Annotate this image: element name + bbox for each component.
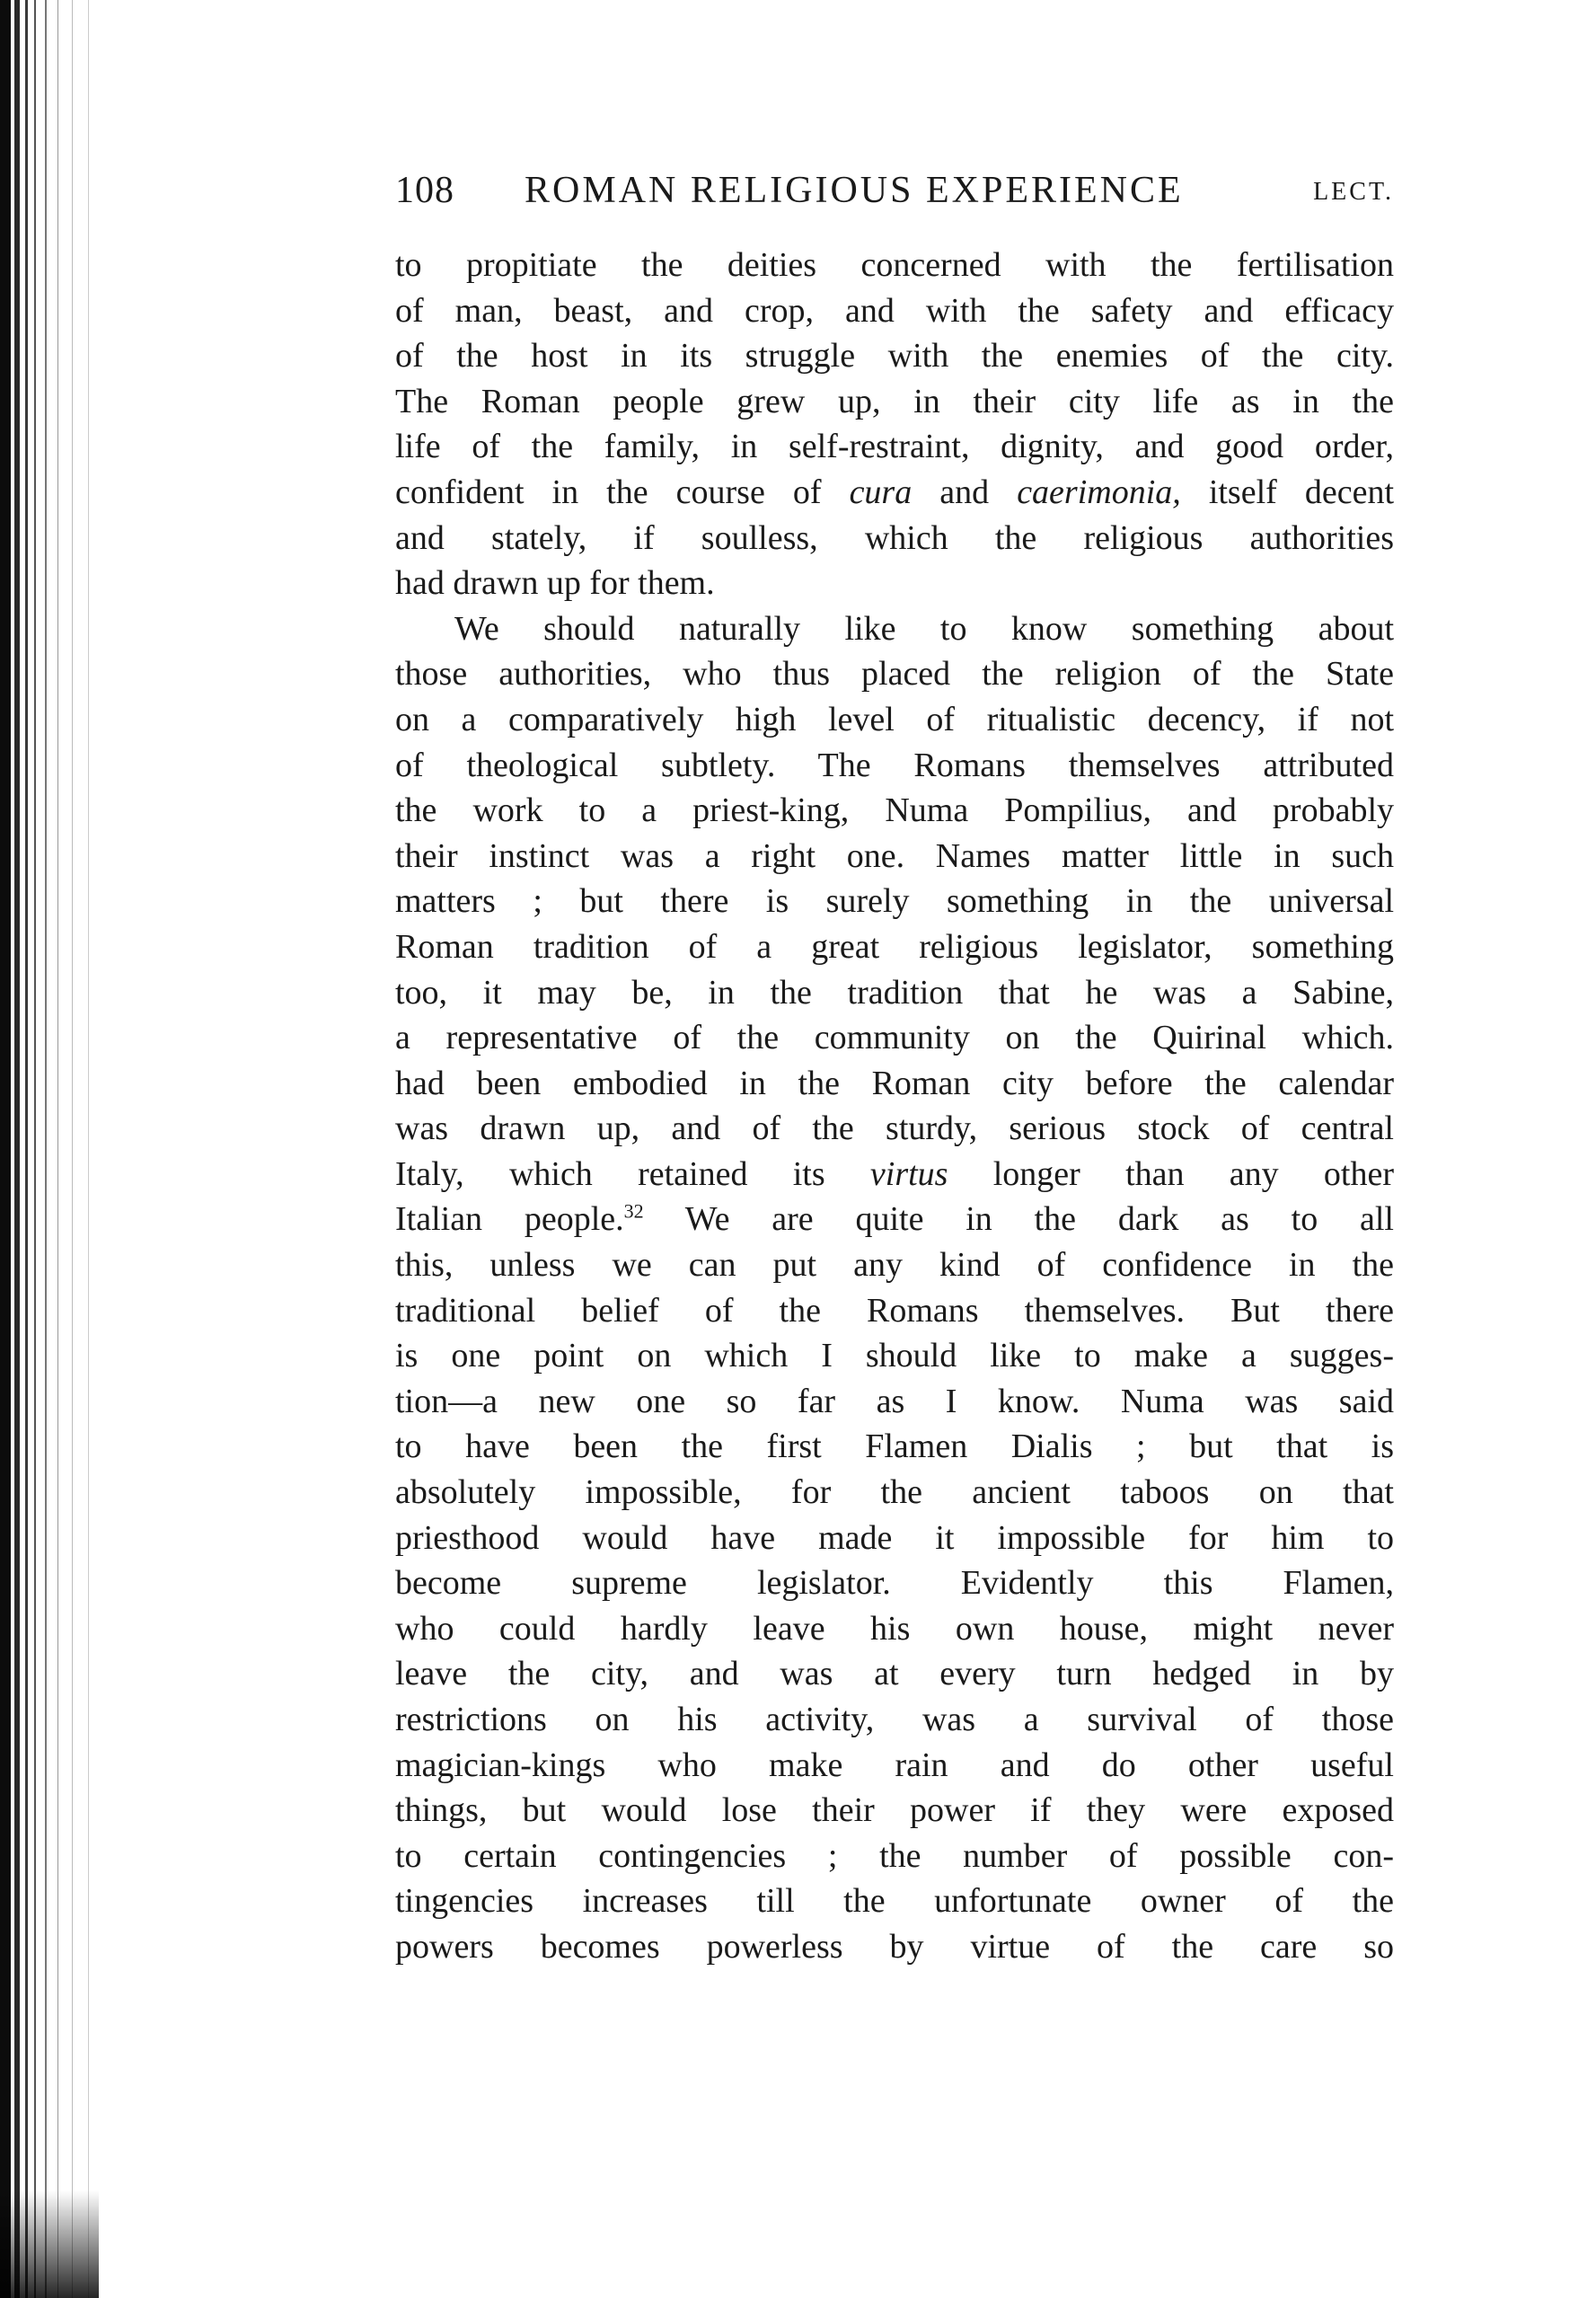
text-run: longer than any other bbox=[948, 1154, 1394, 1193]
text-run: and bbox=[912, 473, 1018, 511]
text-line bbox=[395, 1197, 1394, 1242]
text-line: of theological subtlety. The Romans themselves attributed bbox=[395, 746, 1394, 784]
text-line: tingencies increases till the unfortunate owner of the bbox=[395, 1882, 1394, 1921]
running-head bbox=[395, 169, 1394, 219]
text-line: of man, beast, and crop, and with the safety and efficacy bbox=[395, 291, 1394, 330]
text-line: tion—a new one so far as I know. Numa was said bbox=[395, 1382, 1394, 1420]
text-line: magician-kings who make rain and do other useful bbox=[395, 1746, 1394, 1784]
text-line: leave the city, and was at every turn hedged in by bbox=[395, 1655, 1394, 1693]
text-line: a representative of the community on the Quirinal which. bbox=[395, 1019, 1394, 1057]
text-line: on a comparatively high level of ritualistic decency, if not bbox=[395, 700, 1394, 738]
paragraph-start-line: We should naturally like to know something about bbox=[454, 609, 1394, 648]
italic-term: virtus bbox=[869, 1154, 948, 1193]
text-line: to certain contingencies ; the number of possible con- bbox=[395, 1836, 1394, 1875]
text-run: confident in the course of bbox=[395, 473, 850, 511]
text-line: matters ; but there is surely something in the universal bbox=[395, 882, 1394, 921]
body-text bbox=[395, 243, 1394, 1970]
text-line: is one point on which I should like to make a sugges- bbox=[395, 1337, 1394, 1375]
text-line: restrictions on his activity, was a survival of those bbox=[395, 1701, 1394, 1738]
text-run: itself decent bbox=[1180, 473, 1394, 511]
text-run: Italian people. bbox=[395, 1200, 624, 1239]
italic-term: caerimonia, bbox=[1017, 473, 1181, 511]
page-number: 108 bbox=[395, 170, 454, 211]
text-line: Roman tradition of a great religious legislator, something bbox=[395, 927, 1394, 966]
text-line: and stately, if soulless, which the religious authorities bbox=[395, 518, 1394, 557]
text-line: had been embodied in the Roman city before the calendar bbox=[395, 1064, 1394, 1102]
text-line: those authorities, who thus placed the religion of the State bbox=[395, 655, 1394, 694]
running-title: ROMAN RELIGIOUS EXPERIENCE bbox=[525, 170, 1184, 211]
text-line: traditional belief of the Romans themselves. But there bbox=[395, 1291, 1394, 1330]
text-line bbox=[395, 1152, 1394, 1198]
text-line bbox=[395, 470, 1394, 516]
text-line: who could hardly leave his own house, might never bbox=[395, 1609, 1394, 1648]
text-line: absolutely impossible, for the ancient taboos on that bbox=[395, 1473, 1394, 1512]
text-line: powers becomes powerless by virtue of the care so bbox=[395, 1927, 1394, 1966]
text-line: things, but would lose their power if they were exposed bbox=[395, 1791, 1394, 1830]
text-line: life of the family, in self-restraint, dignity, and good order, bbox=[395, 428, 1394, 466]
text-line: to propitiate the deities concerned with the fertilisation bbox=[395, 246, 1394, 284]
text-line: become supreme legislator. Evidently this Flamen, bbox=[395, 1564, 1394, 1603]
text-line: priesthood would have made it impossible for him to bbox=[395, 1518, 1394, 1557]
text-line: to have been the first Flamen Dialis ; but that is bbox=[395, 1427, 1394, 1466]
text-line: was drawn up, and of the sturdy, serious stock of central bbox=[395, 1109, 1394, 1148]
text-line: the work to a priest-king, Numa Pompilius, and probably bbox=[395, 791, 1394, 830]
text-line: The Roman people grew up, in their city life as in the bbox=[395, 382, 1394, 420]
text-line: their instinct was a right one. Names matter little in such bbox=[395, 836, 1394, 875]
text-line: too, it may be, in the tradition that he was a Sabine, bbox=[395, 973, 1394, 1012]
book-binding-edge bbox=[0, 0, 117, 2298]
footnote-marker: 32 bbox=[623, 1199, 644, 1223]
text-line: of the host in its struggle with the enemies of the city. bbox=[395, 337, 1394, 376]
italic-term: cura bbox=[849, 473, 913, 511]
text-run: We are quite in the dark as to all bbox=[643, 1200, 1394, 1239]
binding-shadow bbox=[0, 2190, 99, 2298]
text-run: Italy, which retained its bbox=[395, 1154, 870, 1193]
text-line: had drawn up for them. bbox=[395, 564, 715, 603]
section-label: LECT. bbox=[1313, 178, 1394, 206]
text-line: this, unless we can put any kind of confidence in the bbox=[395, 1246, 1394, 1285]
